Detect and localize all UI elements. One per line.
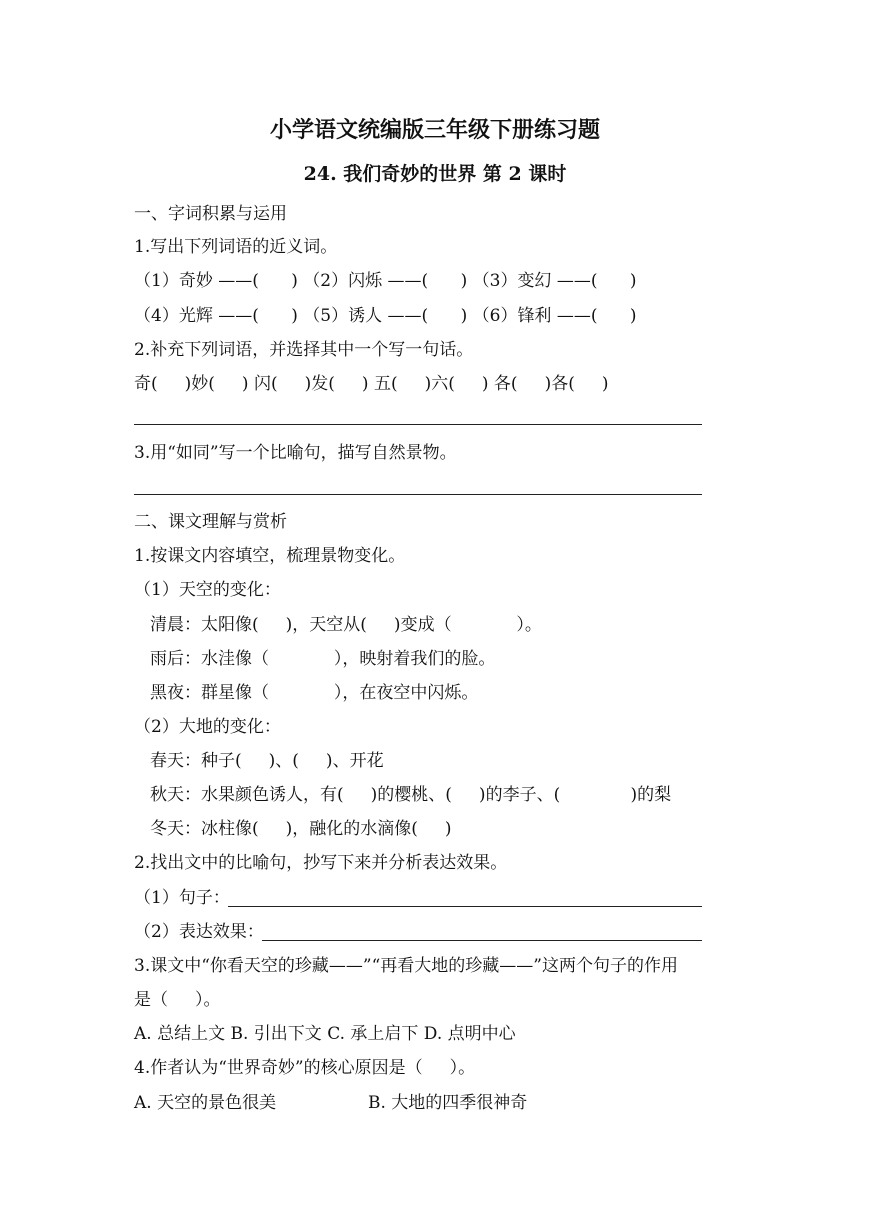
section-heading-comprehension: 二、课文理解与赏析 (134, 512, 287, 532)
question-simile-prompt: 3.用“如同”写一个比喻句，描写自然景物。 (134, 443, 457, 463)
question-metaphor-prompt: 2.找出文中的比喻句，抄写下来并分析表达效果。 (134, 853, 508, 873)
core-reason-option-a: A. 天空的景色很美 (134, 1093, 277, 1113)
earth-winter-line: 冬天：冰柱像( )，融化的水滴像( ) (150, 819, 452, 839)
complete-words-row: 奇( )妙( ) 闪( )发( ) 五( )六( ) 各( )各( ) (134, 374, 609, 394)
earth-autumn-line: 秋天：水果颜色诱人，有( )的樱桃、( )的李子、( )的梨 (150, 785, 672, 805)
question-synonyms-prompt: 1.写出下列词语的近义词。 (134, 237, 338, 257)
synonyms-row-1: （1）奇妙 ——( ) （2）闪烁 ——( ) （3）变幻 ——( ) (134, 271, 637, 291)
core-reason-option-b: B. 大地的四季很神奇 (368, 1093, 528, 1113)
sky-after-rain-line: 雨后：水洼像（ ），映射着我们的脸。 (150, 649, 496, 669)
question-core-reason-prompt: 4.作者认为“世界奇妙”的核心原因是（ ）。 (134, 1058, 476, 1078)
sky-night-line: 黑夜：群星像（ ），在夜空中闪烁。 (150, 683, 479, 703)
question-fill-blanks-prompt: 1.按课文内容填空，梳理景物变化。 (134, 546, 406, 566)
question-sentence-function-prompt-cont: 是（ ）。 (134, 990, 221, 1010)
question-sentence-function-prompt: 3.课文中“你看天空的珍藏——”“再看大地的珍藏——”这两个句子的作用 (134, 956, 678, 976)
metaphor-effect-label: （2）表达效果： (134, 922, 264, 942)
section-heading-vocabulary: 一、字词积累与运用 (134, 204, 287, 224)
sky-changes-label: （1）天空的变化： (134, 580, 281, 600)
lesson-subtitle: 24. 我们奇妙的世界 第 2 课时 (303, 163, 567, 185)
page-title: 小学语文统编版三年级下册练习题 (269, 117, 600, 143)
answer-line-sentence[interactable] (134, 424, 702, 425)
metaphor-sentence-label: （1）句子： (134, 888, 230, 908)
answer-line-metaphor-effect[interactable] (262, 940, 702, 941)
answer-line-simile[interactable] (134, 494, 702, 495)
sentence-function-options: A. 总结上文 B. 引出下文 C. 承上启下 D. 点明中心 (134, 1024, 516, 1044)
answer-line-metaphor-sentence[interactable] (228, 906, 702, 907)
synonyms-row-2: （4）光辉 ——( ) （5）诱人 ——( ) （6）锋利 ——( ) (134, 306, 637, 326)
sky-morning-line: 清晨：太阳像( )，天空从( )变成（ ）。 (150, 615, 542, 635)
question-complete-words-prompt: 2.补充下列词语，并选择其中一个写一句话。 (134, 340, 474, 360)
earth-changes-label: （2）大地的变化： (134, 717, 281, 737)
earth-spring-line: 春天：种子( )、( )、开花 (150, 751, 384, 771)
